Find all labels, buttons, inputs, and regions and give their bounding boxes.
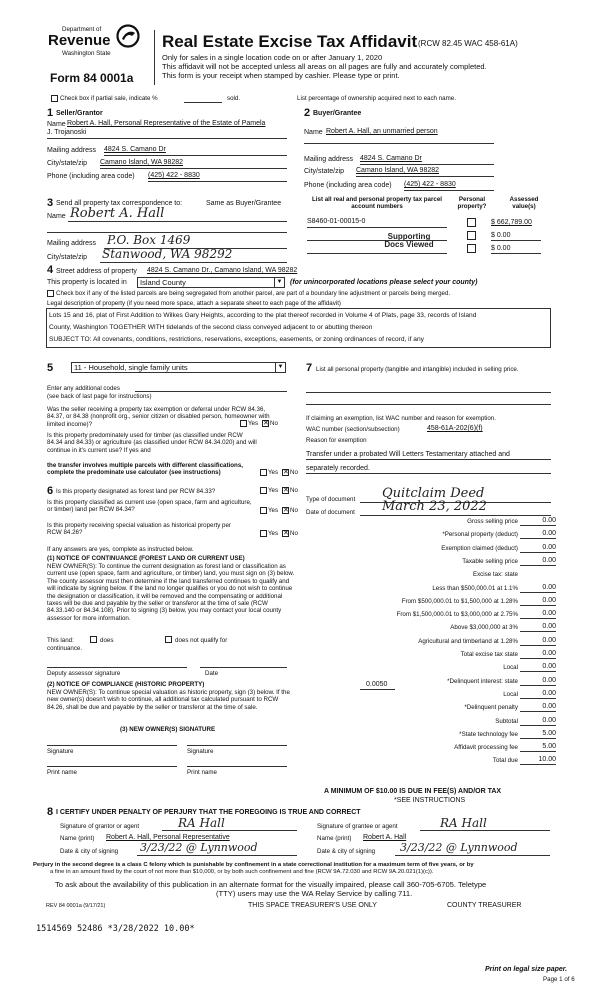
- tax-row-label: Total due: [492, 757, 518, 764]
- tax-row-label: Agricultural and timberland at 1.28%: [418, 638, 518, 645]
- subtitle-1: Only for sales in a single location code on or after January 1, 2020: [162, 53, 383, 62]
- deputy-date-label: Date: [205, 670, 219, 677]
- revenue-label: Revenue: [48, 32, 111, 49]
- doc-date-value: March 23, 2022: [382, 499, 487, 514]
- additional-codes-line: [135, 391, 287, 392]
- section3-number: 3: [47, 197, 54, 209]
- subtitle-3: This form is your receipt when stamped by cashier. Please type or print.: [162, 71, 400, 80]
- use-code-select-value: 11 - Household, single family units: [74, 363, 188, 372]
- wac-value: 458-61A-202(6)(f): [427, 425, 483, 432]
- tax-city-line: [100, 262, 287, 263]
- q2-yes-label: Yes: [268, 469, 279, 476]
- parcel-number-1: S8460-01-00015-0: [307, 218, 366, 225]
- q4-no-checkbox-checked[interactable]: ✕: [283, 507, 289, 514]
- chevron-down-icon: ▼: [275, 363, 285, 372]
- tax-row-value[interactable]: 0.00: [542, 544, 556, 551]
- owner-sig-label-2: Signature: [187, 748, 214, 755]
- form-number: Form 84 0001a: [50, 71, 134, 85]
- tax-row-line: [520, 538, 556, 539]
- reason-label: Reason for exemption: [306, 437, 367, 444]
- deputy-sig-line: [47, 667, 187, 668]
- tax-row-value[interactable]: 0.00: [542, 610, 556, 617]
- grantor-name-value: Robert A. Hall, Personal Representative: [106, 834, 230, 841]
- doc-date-line: [360, 515, 551, 516]
- seller-phone-line: [148, 181, 287, 182]
- partial-sale-checkbox[interactable]: [51, 95, 58, 102]
- tax-row-value[interactable]: 0.00: [542, 650, 556, 657]
- seller-name-value-2: J. Trojanoski: [47, 129, 87, 136]
- header-divider: [154, 30, 155, 85]
- doc-type-label: Type of document: [306, 496, 356, 503]
- dor-logo: [48, 22, 148, 74]
- local-rate-value: 0.0050: [366, 681, 388, 688]
- reason-value-1: Transfer under a probated Will Letters Testamentary attached and: [306, 451, 510, 458]
- seller-city-value: Camano Island, WA 98282: [100, 159, 184, 166]
- tax-row-value[interactable]: 10.00: [538, 756, 556, 763]
- buyer-city-label: City/state/zip: [304, 168, 345, 175]
- accessibility-notice-1: To ask about the availability of this publication in an alternate format for the visually impaired, please call 360-705-6705. Teletype: [55, 880, 487, 889]
- doc-type-value: Quitclaim Deed: [382, 486, 485, 501]
- tax-row-label: *Personal property (deduct): [442, 531, 518, 538]
- local-rate-line: [360, 689, 395, 690]
- tax-mailing-value: P.O. Box 1469: [107, 233, 191, 247]
- tax-row-value[interactable]: 0.00: [542, 517, 556, 524]
- q2-no-label: No: [290, 469, 298, 476]
- tax-row-value[interactable]: 0.00: [542, 597, 556, 604]
- tax-row-value[interactable]: 0.00: [542, 703, 556, 710]
- buyer-heading: Buyer/Grantee: [313, 110, 362, 117]
- buyer-city-value: Camano Island, WA 98282: [356, 167, 440, 174]
- q3-no-label: No: [290, 487, 298, 494]
- timber-question: Is this property predominately used for timber (as classified under RCW 84.34 and 84.33) or agriculture (as classified under RCW 84.34.020) and will continue in it's current use? If yes and: [47, 432, 257, 454]
- parcel-line-3: [307, 253, 447, 254]
- reason-line-1: [306, 459, 551, 460]
- notice-compliance-body: NEW OWNER(S): To continue special valuation as historic property, sign (3) below. If the new owner(s) doesn't wish to continue, all additional tax calculated pursuant to RCW 84.26, shall be due and payable by the seller or transferor at the time of sale.: [47, 689, 290, 711]
- tax-row-value[interactable]: 0.00: [542, 717, 556, 724]
- county-select-value: Island County: [140, 278, 186, 287]
- assessed-value-col-header: Assessed value(s): [509, 196, 539, 211]
- tax-row-line: [520, 552, 556, 553]
- buyer-name-value: Robert A. Hall, an unmarried person: [326, 128, 438, 135]
- tax-row-line: [520, 565, 556, 566]
- tax-row-value[interactable]: 0.00: [542, 530, 556, 537]
- assessed-line-3: [491, 253, 541, 254]
- revision-label: REV 84 0001a (9/17/21): [46, 903, 106, 909]
- q1-yes-checkbox[interactable]: [240, 420, 247, 427]
- county-select[interactable]: [137, 277, 285, 288]
- seller-phone-label: Phone (including area code): [47, 173, 135, 180]
- seller-name-line2: [47, 138, 287, 139]
- legal-description-box[interactable]: [46, 308, 551, 348]
- tax-row-value[interactable]: 0.00: [542, 663, 556, 670]
- grantee-sig-label: Signature of grantee or agent: [317, 823, 398, 830]
- assessed-value-3: $ 0.00: [491, 245, 511, 252]
- tax-row-label: Taxable selling price: [462, 558, 518, 565]
- tax-row-label: *Delinquent penalty: [464, 704, 518, 711]
- legal-line-3: SUBJECT TO: All covenants, conditions, restrictions, reservations, exceptions, easements, or zoning ordinances of record, if any: [49, 336, 424, 343]
- reason-value-2: separately recorded.: [306, 465, 370, 472]
- q5-yes-label: Yes: [268, 530, 279, 537]
- q2-no-checkbox-checked[interactable]: ✕: [283, 469, 289, 476]
- segregated-label: Check box if any of the listed parcels are being segregated from another parcel, are part of a boundary line adjustment or parcels being merged.: [56, 290, 451, 297]
- tax-name-value: Robert A. Hall: [70, 206, 165, 221]
- personal-property-line-2: [306, 404, 551, 405]
- grantor-date-line: [137, 855, 297, 856]
- wa-state-label: Washington State: [62, 50, 111, 57]
- notice-continuance-title: (1) NOTICE OF CONTINUANCE (FOREST LAND OR CURRENT USE): [47, 555, 245, 562]
- tax-name-label: Name: [47, 213, 66, 220]
- tax-row-line: [520, 698, 556, 699]
- buyer-phone-line: [404, 190, 494, 191]
- personal-property-checkbox-1[interactable]: [467, 218, 476, 227]
- street-address-value: 4824 S. Camano Dr., Camano Island, WA 98282: [147, 267, 298, 274]
- section6-number: 6: [47, 485, 54, 497]
- use-code-select[interactable]: [71, 362, 286, 373]
- form-title: Real Estate Excise Tax Affidavit: [162, 32, 418, 51]
- section5-number: 5: [47, 362, 54, 374]
- see-back-label: (see back of last page for instructions): [47, 393, 152, 400]
- partial-sale-label: Check box if partial sale, indicate %: [60, 95, 158, 102]
- county-treasurer-label: COUNTY TREASURER: [447, 902, 522, 909]
- q5-no-checkbox-checked[interactable]: ✕: [283, 530, 289, 537]
- tax-row-label: From $1,500,000.01 to $3,000,000 at 2.75%: [396, 611, 518, 618]
- receipt-stamp: 1514569 52486 *3/28/2022 10.00*: [36, 924, 195, 934]
- legal-description-label: Legal description of property (if you need more space, attach a separate sheet to each page of the affidavit): [47, 300, 341, 307]
- tax-row-line: [520, 631, 556, 632]
- buyer-mailing-value: 4824 S. Camano Dr: [360, 155, 422, 162]
- tax-row-label: From $500,000.01 to $1,500,000 at 1.28%: [401, 598, 518, 605]
- tax-row-line: [520, 658, 556, 659]
- land-does-not-label: does not qualify for: [175, 637, 228, 644]
- doc-date-label: Date of document: [306, 509, 355, 516]
- q4-yes-checkbox[interactable]: [260, 507, 267, 514]
- seller-name-value: Robert A. Hall, Personal Representative of the Estate of Pamela: [67, 120, 266, 127]
- subtitle-2: This affidavit will not be accepted unless all areas on all pages are fully and accurately completed.: [162, 62, 487, 71]
- perjury-notice-2: a fine in an amount fixed by the court of not more than $10,000, or by both such confinement and fine (RCW 9A.72.030 and RCW 9A.20.021(1)(c)).: [50, 869, 434, 875]
- section7-number: 7: [306, 362, 313, 374]
- tax-row-value[interactable]: 0.00: [542, 584, 556, 591]
- same-as-buyer-label: Same as Buyer/Grantee: [206, 200, 282, 207]
- q3-yes-label: Yes: [268, 487, 279, 494]
- owner-sig-line-1: [47, 745, 177, 746]
- owner-sig-line-2: [187, 745, 287, 746]
- located-in-label: This property is located in: [47, 279, 127, 286]
- new-owner-sig-title: (3) NEW OWNER(S) SIGNATURE: [120, 726, 216, 733]
- legal-line-1: Lots 15 and 16, plat of First Addition to Wilkes Gary Heights, according to the plat thereof recorded in Volume 4 of Plats, page 33, records of Island: [49, 312, 477, 319]
- tax-row-line: [520, 671, 556, 672]
- parcel-line-1: [307, 227, 447, 228]
- seller-mailing-label: Mailing address: [47, 147, 97, 154]
- tax-row-value[interactable]: 0.00: [542, 690, 556, 697]
- grantor-date-label: Date & city of signing: [60, 848, 119, 855]
- parcel-col-header: List all real and personal property tax parcel account numbers: [312, 196, 442, 211]
- personal-property-checkbox-2[interactable]: [467, 231, 476, 240]
- tax-row-label: Subtotal: [495, 718, 518, 725]
- treasurer-use-label: THIS SPACE TREASURER'S USE ONLY: [248, 902, 377, 909]
- owner-sig-label-1: Signature: [47, 748, 74, 755]
- revenue-logo-icon: [116, 24, 140, 48]
- tax-row-value[interactable]: 0.00: [542, 677, 556, 684]
- grantee-sig-line: [420, 830, 550, 831]
- buyer-city-line: [356, 176, 494, 177]
- tax-row-value[interactable]: 0.00: [542, 557, 556, 564]
- tax-name-line: [68, 221, 287, 222]
- grantee-date-line: [395, 855, 550, 856]
- exemption-claim-label: If claiming an exemption, list WAC number and reason for exemption.: [306, 415, 496, 422]
- this-land-label: This land:: [47, 637, 74, 644]
- q3-yes-checkbox[interactable]: [260, 487, 267, 494]
- section4-number: 4: [47, 264, 54, 276]
- seller-mailing-line: [104, 155, 287, 156]
- tax-row-line: [520, 525, 556, 526]
- tax-row-line: [520, 751, 556, 752]
- grantee-date-label: Date & city of signing: [317, 848, 376, 855]
- seller-city-line: [100, 168, 287, 169]
- tax-row-value[interactable]: 5.00: [542, 730, 556, 737]
- seller-phone-value: (425) 422 - 8830: [148, 172, 200, 179]
- buyer-phone-value: (425) 422 - 8830: [404, 181, 456, 188]
- timber-question-2: the transfer involves multiple parcels with different classifications, complete the predominate use calculator (see instructions): [47, 462, 243, 477]
- grantor-name-label: Name (print): [60, 835, 95, 842]
- q1-no-checkbox-checked[interactable]: ✕: [263, 420, 269, 427]
- personal-property-checkbox-3[interactable]: [467, 244, 476, 253]
- tax-row-label: Gross selling price: [467, 518, 518, 525]
- perjury-notice-1: Perjury in the second degree is a class C felony which is punishable by confinement in a state correctional institution for a maximum term of five years, or by: [33, 862, 474, 868]
- if-yes-note: If any answers are yes, complete as instructed below.: [47, 546, 194, 553]
- q5-yes-checkbox[interactable]: [260, 530, 267, 537]
- buyer-name-line: [304, 143, 494, 144]
- see-instructions-note: *SEE INSTRUCTIONS: [394, 797, 466, 804]
- exemption-question: Was the seller receiving a property tax exemption or deferral under RCW 84.36, 84.37, or 84.38 (nonprofit org., senior citizen or disabled person, homeowner with limited income)?: [47, 406, 270, 428]
- segregated-checkbox[interactable]: [47, 290, 54, 297]
- tax-row-value[interactable]: 0.00: [542, 637, 556, 644]
- tax-row-label: *Delinquent interest: state: [447, 678, 518, 685]
- buyer-mailing-label: Mailing address: [304, 156, 354, 163]
- continuance-label: continuance.: [47, 645, 83, 652]
- tax-row-label: Total excise tax state: [460, 651, 518, 658]
- section3-label: Send all property tax correspondence to:: [56, 200, 183, 207]
- grantee-name-value: Robert A. Hall: [363, 834, 407, 841]
- personal-property-line-1: [306, 392, 551, 393]
- tax-city-label: City/state/zip: [47, 254, 88, 261]
- historic-question: Is this property receiving special valuation as historical property per RCW 84.26?: [47, 522, 231, 537]
- grantor-date-value: 3/23/22 @ Lynnwood: [140, 841, 258, 854]
- q1-no-label: No: [270, 420, 278, 427]
- grantor-signature: RA Hall: [178, 816, 225, 830]
- grantee-signature: RA Hall: [440, 816, 487, 830]
- list-pct-note: List percentage of ownership acquired next to each name.: [297, 95, 456, 102]
- forest-land-question: Is this property designated as forest land per RCW 84.33?: [56, 488, 216, 495]
- land-does-label: does: [100, 637, 114, 644]
- owner-print-line-2: [187, 766, 287, 767]
- deputy-sig-label: Deputy assessor signature: [47, 670, 121, 677]
- tax-row-line: [520, 725, 556, 726]
- tax-row-line: [520, 711, 556, 712]
- tax-row-line: [520, 618, 556, 619]
- legal-size-note: Print on legal size paper.: [485, 966, 568, 973]
- assessed-line-2: [491, 240, 541, 241]
- grantor-sig-line: [162, 830, 297, 831]
- owner-print-label-2: Print name: [187, 769, 217, 776]
- q3-no-checkbox-checked[interactable]: ✕: [283, 487, 289, 494]
- tax-row-line: [520, 764, 556, 765]
- tax-row-label: Less than $500,000.01 at 1.1%: [432, 585, 518, 592]
- tax-row-value[interactable]: 5.00: [542, 743, 556, 750]
- q4-no-label: No: [290, 507, 298, 514]
- deputy-date-line: [200, 667, 287, 668]
- section2-number: 2: [304, 107, 311, 119]
- land-does-checkbox[interactable]: [90, 636, 97, 643]
- tax-row-line: [520, 592, 556, 593]
- owner-print-label-1: Print name: [47, 769, 77, 776]
- tax-row-label: *State technology fee: [459, 731, 518, 738]
- page-number: Page 1 of 6: [543, 976, 575, 983]
- dept-of-label: Department of: [62, 26, 102, 33]
- tax-row-line: [520, 685, 556, 686]
- street-address-label: Street address of property: [56, 268, 137, 275]
- tax-row-label: Local: [503, 664, 518, 671]
- buyer-mailing-line: [360, 164, 494, 165]
- unincorporated-note: (for unincorporated locations please select your county): [290, 279, 478, 286]
- additional-codes-label: Enter any additional codes: [47, 385, 120, 392]
- grantee-name-label: Name (print): [317, 835, 352, 842]
- personal-property-col-header: Personal property?: [457, 196, 487, 211]
- notice-compliance-title: (2) NOTICE OF COMPLIANCE (HISTORIC PROPERTY): [47, 681, 205, 688]
- section1-number: 1: [47, 107, 54, 119]
- tax-row-label: Excise tax: state: [472, 571, 518, 578]
- sold-label: sold.: [227, 95, 241, 102]
- tax-row-label: Local: [503, 691, 518, 698]
- grantee-date-value: 3/23/22 @ Lynnwood: [400, 841, 518, 854]
- minimum-due-note: A MINIMUM OF $10.00 IS DUE IN FEE(S) AND/OR TAX: [324, 788, 502, 795]
- certify-statement: I CERTIFY UNDER PENALTY OF PERJURY THAT THE FOREGOING IS TRUE AND CORRECT: [56, 809, 361, 816]
- assessed-value-1: $ 662,789.00: [491, 219, 532, 226]
- owner-print-line-1: [47, 766, 177, 767]
- tax-row-line: [520, 605, 556, 606]
- tax-row-label: Exemption claimed (deduct): [441, 545, 518, 552]
- accessibility-notice-2: (TTY) users may use the WA Relay Service by calling 711.: [216, 889, 413, 898]
- section8-number: 8: [47, 806, 54, 818]
- chevron-down-icon: ▼: [274, 278, 284, 287]
- legal-line-2: County, Washington TOGETHER WITH tidelands of the second class conveyed adjacent to or abutting thereon: [49, 324, 373, 331]
- seller-heading: Seller/Grantor: [56, 110, 103, 117]
- partial-pct-line: [184, 102, 222, 103]
- assessed-value-2: $ 0.00: [491, 232, 511, 239]
- q5-no-label: No: [290, 530, 298, 537]
- seller-city-label: City/state/zip: [47, 160, 88, 167]
- tax-row-line: [520, 738, 556, 739]
- q1-yes-label: Yes: [248, 420, 259, 427]
- land-does-not-checkbox[interactable]: [165, 636, 172, 643]
- buyer-phone-label: Phone (including area code): [304, 182, 392, 189]
- seller-name-label: Name: [47, 121, 66, 128]
- current-use-question: Is this property classified as current use (open space, farm and agriculture, or timber) land per RCW 84.34?: [47, 499, 252, 514]
- notice-continuance-body: NEW OWNER(S): To continue the current designation as forest land or classification as current use (open space, farm and agriculture, or timber) land, you must sign on (3) below. The county assessor must then determine if the land transferred continues to qualify and will indicate by signing below. If the land no longer qualifies or you do not wish to continue the designation or classification, it will be removed and the compensating or additional taxes will be due and payable by the seller or transferor at the time of sale (RCW 84.33.140 or 84.34.108). Prior to signing (3) below, you may contact your local county assessor for more information.: [47, 563, 295, 622]
- tax-row-value[interactable]: 0.00: [542, 623, 556, 630]
- grantor-sig-label: Signature of grantor or agent: [60, 823, 140, 830]
- reason-line-2: [306, 473, 551, 474]
- buyer-name-label: Name: [304, 129, 323, 136]
- q4-yes-label: Yes: [268, 507, 279, 514]
- wac-label: WAC number (section/subsection): [306, 426, 400, 433]
- tax-row-line: [520, 645, 556, 646]
- supporting-docs-stamp: Supporting Docs Viewed: [384, 232, 434, 249]
- tax-city-value: Stanwood, WA 98292: [102, 247, 233, 261]
- q2-yes-checkbox[interactable]: [260, 469, 267, 476]
- seller-mailing-value: 4824 S. Camano Dr: [104, 146, 166, 153]
- personal-property-list-label: List all personal property (tangible and intangible) included in selling price.: [316, 366, 519, 373]
- tax-row-label: Affidavit processing fee: [454, 744, 518, 751]
- tax-mailing-label: Mailing address: [47, 240, 97, 247]
- tax-row-label: Above $3,000,000 at 3%: [450, 624, 518, 631]
- rcw-reference: (RCW 82.45 WAC 458-61A): [418, 39, 518, 48]
